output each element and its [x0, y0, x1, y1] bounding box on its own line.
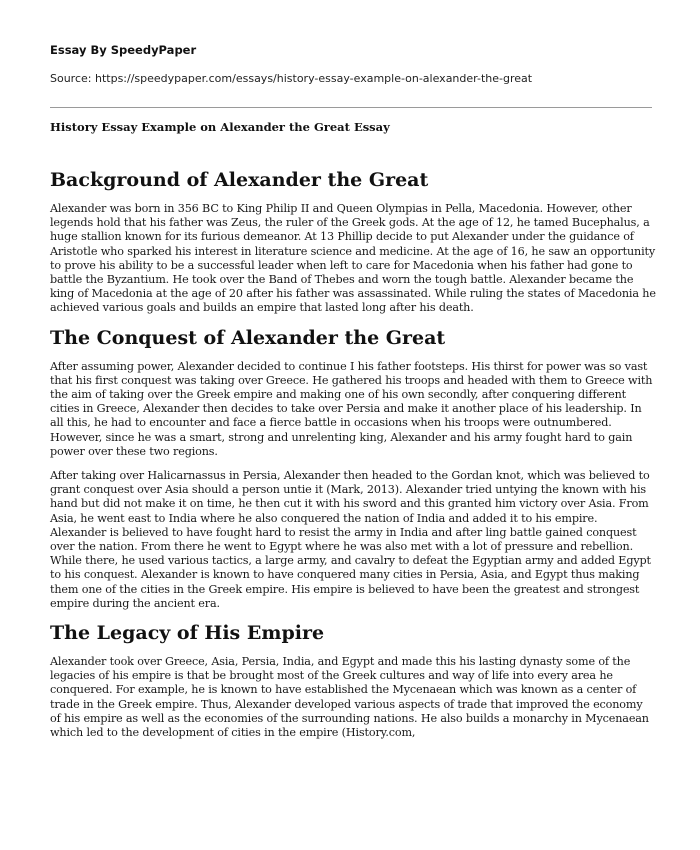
section-legacy	[50, 621, 656, 740]
paragraph: After assuming power, Alexander decided to continue I his father footsteps. His thirst for power was so vast that his first conquest was taking over Greece. He gathered his troops and headed with them to Greece with the aim of taking over the Greek empire and making one of his own secondly, after conquering different cities in Greece, Alexander then decides to take over Persia and make it another place of his leadership. In all this, he had to encounter and face a fierce battle in occasions when his troops were outnumbered. However, since he was a smart, strong and unrelenting king, Alexander and his army fought hard to gain power over these two regions.	[50, 359, 653, 458]
brand-title: Essay By SpeedyPaper	[50, 43, 197, 57]
section-conquest	[50, 326, 656, 611]
paragraph: Alexander took over Greece, Asia, Persia, India, and Egypt and made this his lasting dynasty some of the legacies of his empire is that be brought most of the Greek cultures and way of life into every area he conquered. For example, he is known to have established the Mycenaean which was known as a center of trade in the Greek empire. Thus, Alexander developed various aspects of trade that improved the economy of his empire as well as the economies of the surrounding nations. He also builds a monarchy in Mycenaean which led to the development of cities in the empire (History.com,	[50, 655, 649, 740]
section-background	[50, 168, 656, 316]
essay-title: History Essay Example on Alexander the Great Essay	[50, 120, 390, 134]
section-heading: Background of Alexander the Great	[50, 169, 429, 191]
paragraph: After taking over Halicarnassus in Persia, Alexander then headed to the Gordan knot, which was believed to grant conquest over Asia should a person untie it (Mark, 2013). Alexander tried untying the known with his hand but did not make it on time, he then cut it with his sword and this granted him victory over Asia. From Asia, he went east to India where he also conquered the nation of India and added it to his empire. Alexander is believed to have fought hard to resist the army in India and after ling battle gained conquest over the nation. From there he went to Egypt where he was also met with a lot of pressure and rebellion. While there, he used various tactics, a large army, and cavalry to defeat the Egyptian army and added Egypt to his conquest. Alexander is known to have conquered many cities in Persia, Asia, and Egypt thus making them one of the cities in the Greek empire. His empire is believed to have been the greatest and strongest empire during the ancient era.	[50, 469, 651, 610]
section-heading: The Legacy of His Empire	[50, 622, 325, 645]
document-header	[50, 43, 650, 86]
paragraph: Alexander was born in 356 BC to King Philip II and Queen Olympias in Pella, Macedonia. However, other legends hold that his father was Zeus, the ruler of the Greek gods. At the age of 12, he tamed Bucephalus, a huge stallion known for its furious demeanor. At 13 Phillip decide to put Alexander under the guidance of Aristotle who sparked his interest in literature science and medicine. At the age of 16, he saw an opportunity to prove his ability to be a successful leader when left to care for Macedonia when his father had gone to battle the Byzantium. He took over the Band of Thebes and worn the tough battle. Alexander became the king of Macedonia at the age of 20 after his father was assassinated. While ruling the states of Macedonia he achieved various goals and builds an empire that lasted long after his death.	[50, 202, 656, 315]
header-divider	[50, 107, 652, 108]
essay-body	[50, 168, 656, 750]
section-heading: The Conquest of Alexander the Great	[50, 326, 446, 349]
source-url[interactable]: Source: https://speedypaper.com/essays/history-essay-example-on-alexander-the-great	[50, 72, 533, 85]
